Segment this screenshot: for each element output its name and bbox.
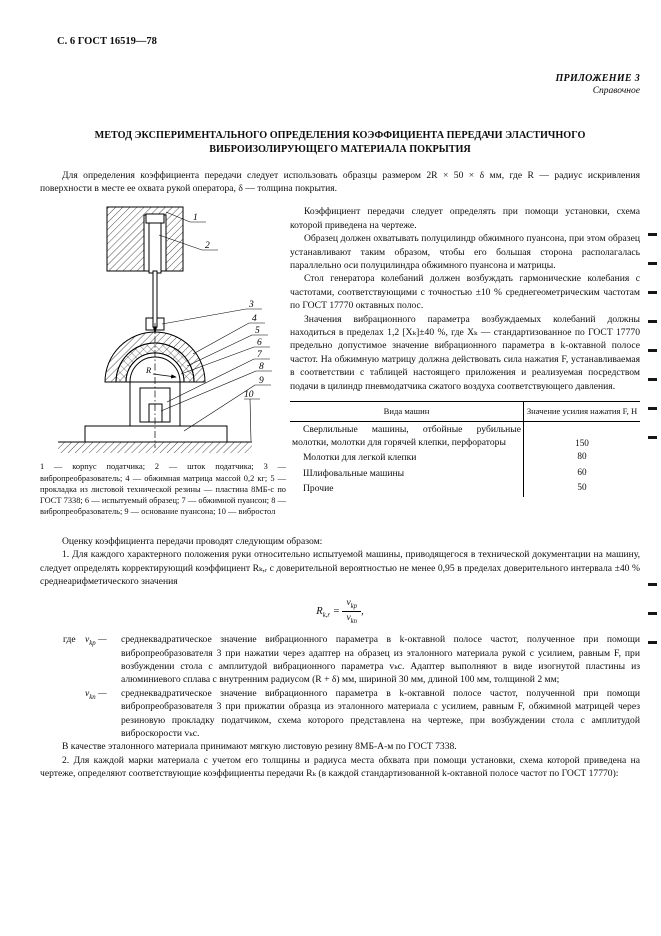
document-title bbox=[40, 129, 640, 156]
rod-shaft bbox=[153, 271, 157, 327]
table-row bbox=[290, 481, 640, 496]
callout-10: 10 bbox=[244, 390, 254, 401]
text-column bbox=[290, 205, 640, 525]
radius-label: R bbox=[146, 365, 152, 376]
scan-artifact bbox=[648, 233, 657, 236]
rod-cap bbox=[146, 214, 164, 223]
force-value: 50 bbox=[524, 481, 641, 496]
scan-artifact bbox=[648, 349, 657, 352]
definition-vkn bbox=[40, 687, 640, 741]
callout-4: 4 bbox=[252, 314, 257, 325]
callout-7: 7 bbox=[257, 350, 262, 361]
transfer-coefficient-formula bbox=[40, 598, 640, 625]
table-row bbox=[290, 450, 640, 465]
formula-fraction bbox=[342, 598, 361, 625]
paragraph: Значения вибрационного параметра возбуждаемых колебаний должны находиться в пределах 1,2 [Xₖ]±40 %, где Xₖ — стандартизованное по ГОСТ 17770 предельно допустимое значение вибрационного параметра в k-октавной полосе частот. На обжимную матрицу должна действовать сила нажатия F, устанавливаемая в соответствии с таблицей настоящего приложения и реализуемая посредством подачи в цилиндр пневмодатчика сжатого воздуха соответствующего давления. bbox=[290, 313, 640, 392]
paragraph: Коэффициент передачи следует определять при помощи установки, схема которой приведена на чертеже. bbox=[290, 206, 640, 231]
document-title-line1: МЕТОД ЭКСПЕРИМЕНТАЛЬНОГО ОПРЕДЕЛЕНИЯ КОЭФФИЦИЕНТА ПЕРЕДАЧИ ЭЛАСТИЧНОГО bbox=[94, 130, 586, 141]
intro-paragraph: Для определения коэффициента передачи следует использовать образцы размером 2R × 50 × δ мм, где R — радиус искривления поверхности в месте ее охвата рукой оператора, δ — толщина покрытия. bbox=[40, 170, 640, 195]
two-column-section bbox=[40, 205, 640, 525]
formula-lhs: $R_{k,r}$ bbox=[316, 606, 331, 620]
definition-term: $v_{kn}$ — bbox=[85, 687, 107, 701]
vibro-transducer-bottom-part bbox=[149, 404, 162, 422]
force-value: 60 bbox=[524, 466, 641, 481]
table-col2-header: Значение усилия нажатия F, Н bbox=[524, 402, 641, 422]
figure-column bbox=[40, 205, 290, 525]
machine-type: Сверлильные машины, отбойные рубильные молотки, молотки для горячей клепки, перфораторы bbox=[292, 423, 521, 448]
scan-artifact bbox=[648, 320, 657, 323]
paragraph: Оценку коэффициента передачи проводят следующим образом: bbox=[62, 535, 323, 547]
body-section bbox=[40, 535, 640, 781]
scan-artifact bbox=[648, 407, 657, 410]
force-value: 150 bbox=[524, 421, 641, 450]
formula-numerator: $v_{kp}$ bbox=[342, 598, 361, 612]
callout-9: 9 bbox=[259, 376, 264, 387]
paragraph: 2. Для каждой марки материала с учетом его толщины и радиуса места обхвата при помощи установки, схема которой приведена на чертеже, определяют соответствующие коэффициенты передачи Rₖ (в каждой стандартизованной k-октавной полосе частот по ГОСТ 17770): bbox=[40, 754, 640, 780]
scan-artifact bbox=[648, 291, 657, 294]
machine-type: Шлифовальные машины bbox=[303, 467, 405, 479]
test-setup-diagram bbox=[54, 205, 282, 457]
paragraph: В качестве эталонного материала принимают мягкую листовую резину 8МБ-А-м по ГОСТ 7338. bbox=[62, 741, 457, 753]
punch-base-part bbox=[85, 426, 227, 442]
paragraph: Образец должен охватывать полуцилиндр обжимного пуансона, при этом образец устанавливают таким образом, чтобы его большая сторона располагалась параллельно оси полуцилиндра обжимного пуансона и матрицы. bbox=[290, 233, 640, 272]
machine-type: Прочие bbox=[303, 483, 334, 495]
scan-artifact bbox=[648, 612, 657, 615]
scan-artifact bbox=[648, 583, 657, 586]
callout-2: 2 bbox=[205, 241, 210, 252]
annex-title: ПРИЛОЖЕНИЕ 3 bbox=[555, 73, 640, 84]
table-row bbox=[290, 421, 640, 450]
callout-6: 6 bbox=[257, 338, 262, 349]
force-table bbox=[290, 401, 640, 497]
figure-caption: 1 — корпус податчика; 2 — шток податчика; 3 — вибропреобразователь; 4 — обжимная матрица массой 0,2 кг; 5 — прокладка из листовой технической резины — пластина 8МБ-с по ГОСТ 7338; 6 — испытуемый образец; 7 — обжимной пуансон; 8 — вибропреобразователь; 9 — основание пуансона; 10 — вибростол bbox=[40, 462, 286, 517]
definition-lead: где bbox=[63, 634, 76, 646]
scan-artifact bbox=[648, 436, 657, 439]
definition-vkp bbox=[40, 633, 640, 687]
callout-8: 8 bbox=[259, 362, 264, 373]
callout-1: 1 bbox=[193, 213, 198, 224]
force-value: 80 bbox=[524, 450, 641, 465]
formula-denominator: $v_{kn}$ bbox=[346, 613, 358, 626]
paragraph: 1. Для каждого характерного положения руки относительно испытуемой машины, приводящегося в технической документации на машину, следует определять корректирующий коэффициент Rₖ,ᵣ с доверительной вероятностью не менее 0,95 в пределах доверительного интервала ±40 % среднеарифметического значения bbox=[40, 549, 640, 588]
definition-term: $v_{kp}$ — bbox=[85, 634, 107, 648]
definition-text: среднеквадратическое значение вибрационного параметра в k-октавной полосе частот, полученной при помощи вибропреобразователя 3 при прижатии образца из эталонного материала с усилием, равным F, обжимной матрицей через резиновую прокладку податчиком, схема которого представлена на чертеже, при возбуждении стола с амплитудой виброскорости vₖc. bbox=[121, 687, 640, 740]
annex-subtitle: Справочное bbox=[592, 86, 640, 96]
scan-artifact bbox=[648, 262, 657, 265]
definition-text: среднеквадратическое значение вибрационного параметра в k-октавной полосе частот, полученное при помощи вибропреобразователя 3 при нажатии через адаптер на образец из эталонного материала рукой с усилием, равным F, при возбуждении стола с амплитудой вибрационного параметра vₖc. Адаптер выполняют в виде изогнутой пластины из алюминиевого сплава с внутренним радиусом (R + δ) мм, шириной 30 мм, длиной 100 мм, толщиной 2 мм; bbox=[121, 634, 640, 686]
paragraph: Стол генератора колебаний должен возбуждать гармонические колебания с частотами, соответствующими с точностью ±10 % среднегеометрическим частотам по ГОСТ 17770 октавных полос. bbox=[290, 273, 640, 312]
scan-artifact bbox=[648, 641, 657, 644]
definition-lead bbox=[40, 687, 85, 741]
feeder-rod-part bbox=[149, 223, 161, 273]
page-header: С. 6 ГОСТ 16519—78 bbox=[57, 36, 157, 47]
page-content bbox=[40, 36, 640, 781]
scan-artifact bbox=[648, 378, 657, 381]
annex-block bbox=[40, 73, 640, 97]
table-row bbox=[290, 466, 640, 481]
table-col1-header: Вида машин bbox=[290, 402, 524, 422]
callout-3: 3 bbox=[249, 300, 254, 311]
radius-arrow bbox=[153, 374, 176, 377]
machine-type: Молотки для легкой клепки bbox=[303, 452, 417, 464]
callout-5: 5 bbox=[255, 326, 260, 337]
document-title-line2: ВИБРОИЗОЛИРУЮЩЕГО МАТЕРИАЛА ПОКРЫТИЯ bbox=[209, 143, 471, 155]
formula-equals: = bbox=[332, 606, 340, 618]
formula-tail: , bbox=[361, 606, 364, 618]
